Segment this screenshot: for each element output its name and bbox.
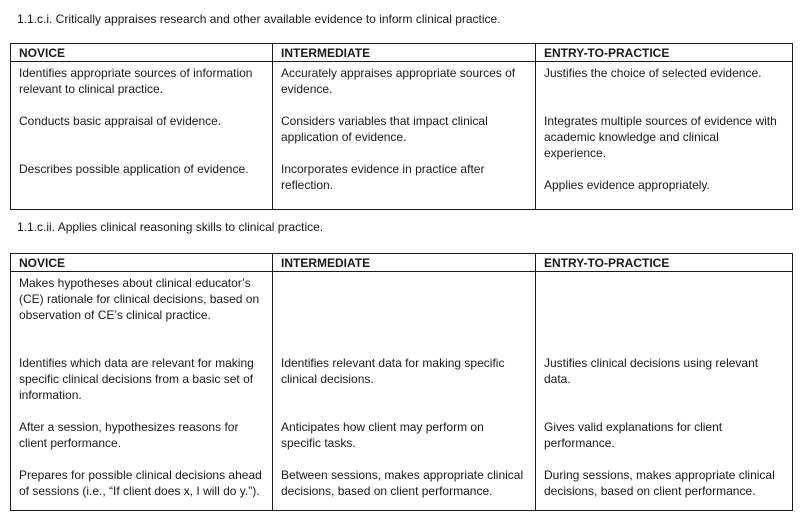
section-2-heading: 1.1.c.ii. Applies clinical reasoning skills to clinical practice. (17, 220, 324, 234)
novice-cell (11, 62, 273, 210)
list-item: Accurately appraises appropriate sources of evidence. (281, 66, 516, 96)
list-item: Gives valid explanations for client performance. (544, 420, 723, 450)
table-header-row (11, 254, 793, 272)
list-item: Prepares for possible clinical decisions ahead of sessions (i.e., “If client does x, I will do y.”). (19, 468, 262, 498)
list-item (544, 275, 784, 339)
column-header-intermediate: INTERMEDIATE (273, 254, 536, 272)
entry-to-practice-cell (536, 62, 793, 210)
section-1-heading: 1.1.c.i. Critically appraises research and other available evidence to inform clinical practice. (17, 12, 501, 26)
list-item: Identifies which data are relevant for making specific clinical decisions from a basic set of information. (19, 356, 254, 402)
table-row (11, 272, 793, 511)
list-item: Incorporates evidence in practice after reflection. (281, 162, 485, 192)
column-header-novice: NOVICE (11, 254, 273, 272)
list-item: Conducts basic appraisal of evidence. (19, 114, 222, 128)
list-item: Considers variables that impact clinical application of evidence. (281, 114, 488, 144)
column-header-novice: NOVICE (11, 44, 273, 62)
list-item: Between sessions, makes appropriate clinical decisions, based on client performance. (281, 468, 524, 498)
intermediate-cell (273, 62, 536, 210)
table-row (11, 62, 793, 210)
list-item: During sessions, makes appropriate clinical decisions, based on client performance. (544, 468, 775, 498)
list-item: Justifies the choice of selected evidence. (544, 66, 762, 80)
competency-table-2 (10, 253, 793, 511)
table-header-row (11, 44, 793, 62)
competency-table-1 (10, 43, 793, 210)
intermediate-cell (273, 272, 536, 511)
entry-to-practice-cell (536, 272, 793, 511)
list-item: Applies evidence appropriately. (544, 178, 710, 192)
list-item: Identifies appropriate sources of information relevant to clinical practice. (19, 66, 253, 96)
list-item: Describes possible application of evidence. (19, 162, 249, 176)
list-item: Justifies clinical decisions using relevant data. (544, 356, 759, 386)
column-header-entry-to-practice: ENTRY-TO-PRACTICE (536, 44, 793, 62)
list-item: Makes hypotheses about clinical educator’s (CE) rationale for clinical decisions, based on observation of CE’s clinical practice. (19, 276, 260, 322)
list-item (281, 275, 527, 339)
column-header-intermediate: INTERMEDIATE (273, 44, 536, 62)
novice-cell (11, 272, 273, 511)
list-item: Integrates multiple sources of evidence with academic knowledge and clinical experience. (544, 114, 777, 160)
list-item: After a session, hypothesizes reasons for client performance. (19, 420, 239, 450)
list-item: Anticipates how client may perform on specific tasks. (281, 420, 484, 450)
column-header-entry-to-practice: ENTRY-TO-PRACTICE (536, 254, 793, 272)
list-item: Identifies relevant data for making specific clinical decisions. (281, 356, 505, 386)
